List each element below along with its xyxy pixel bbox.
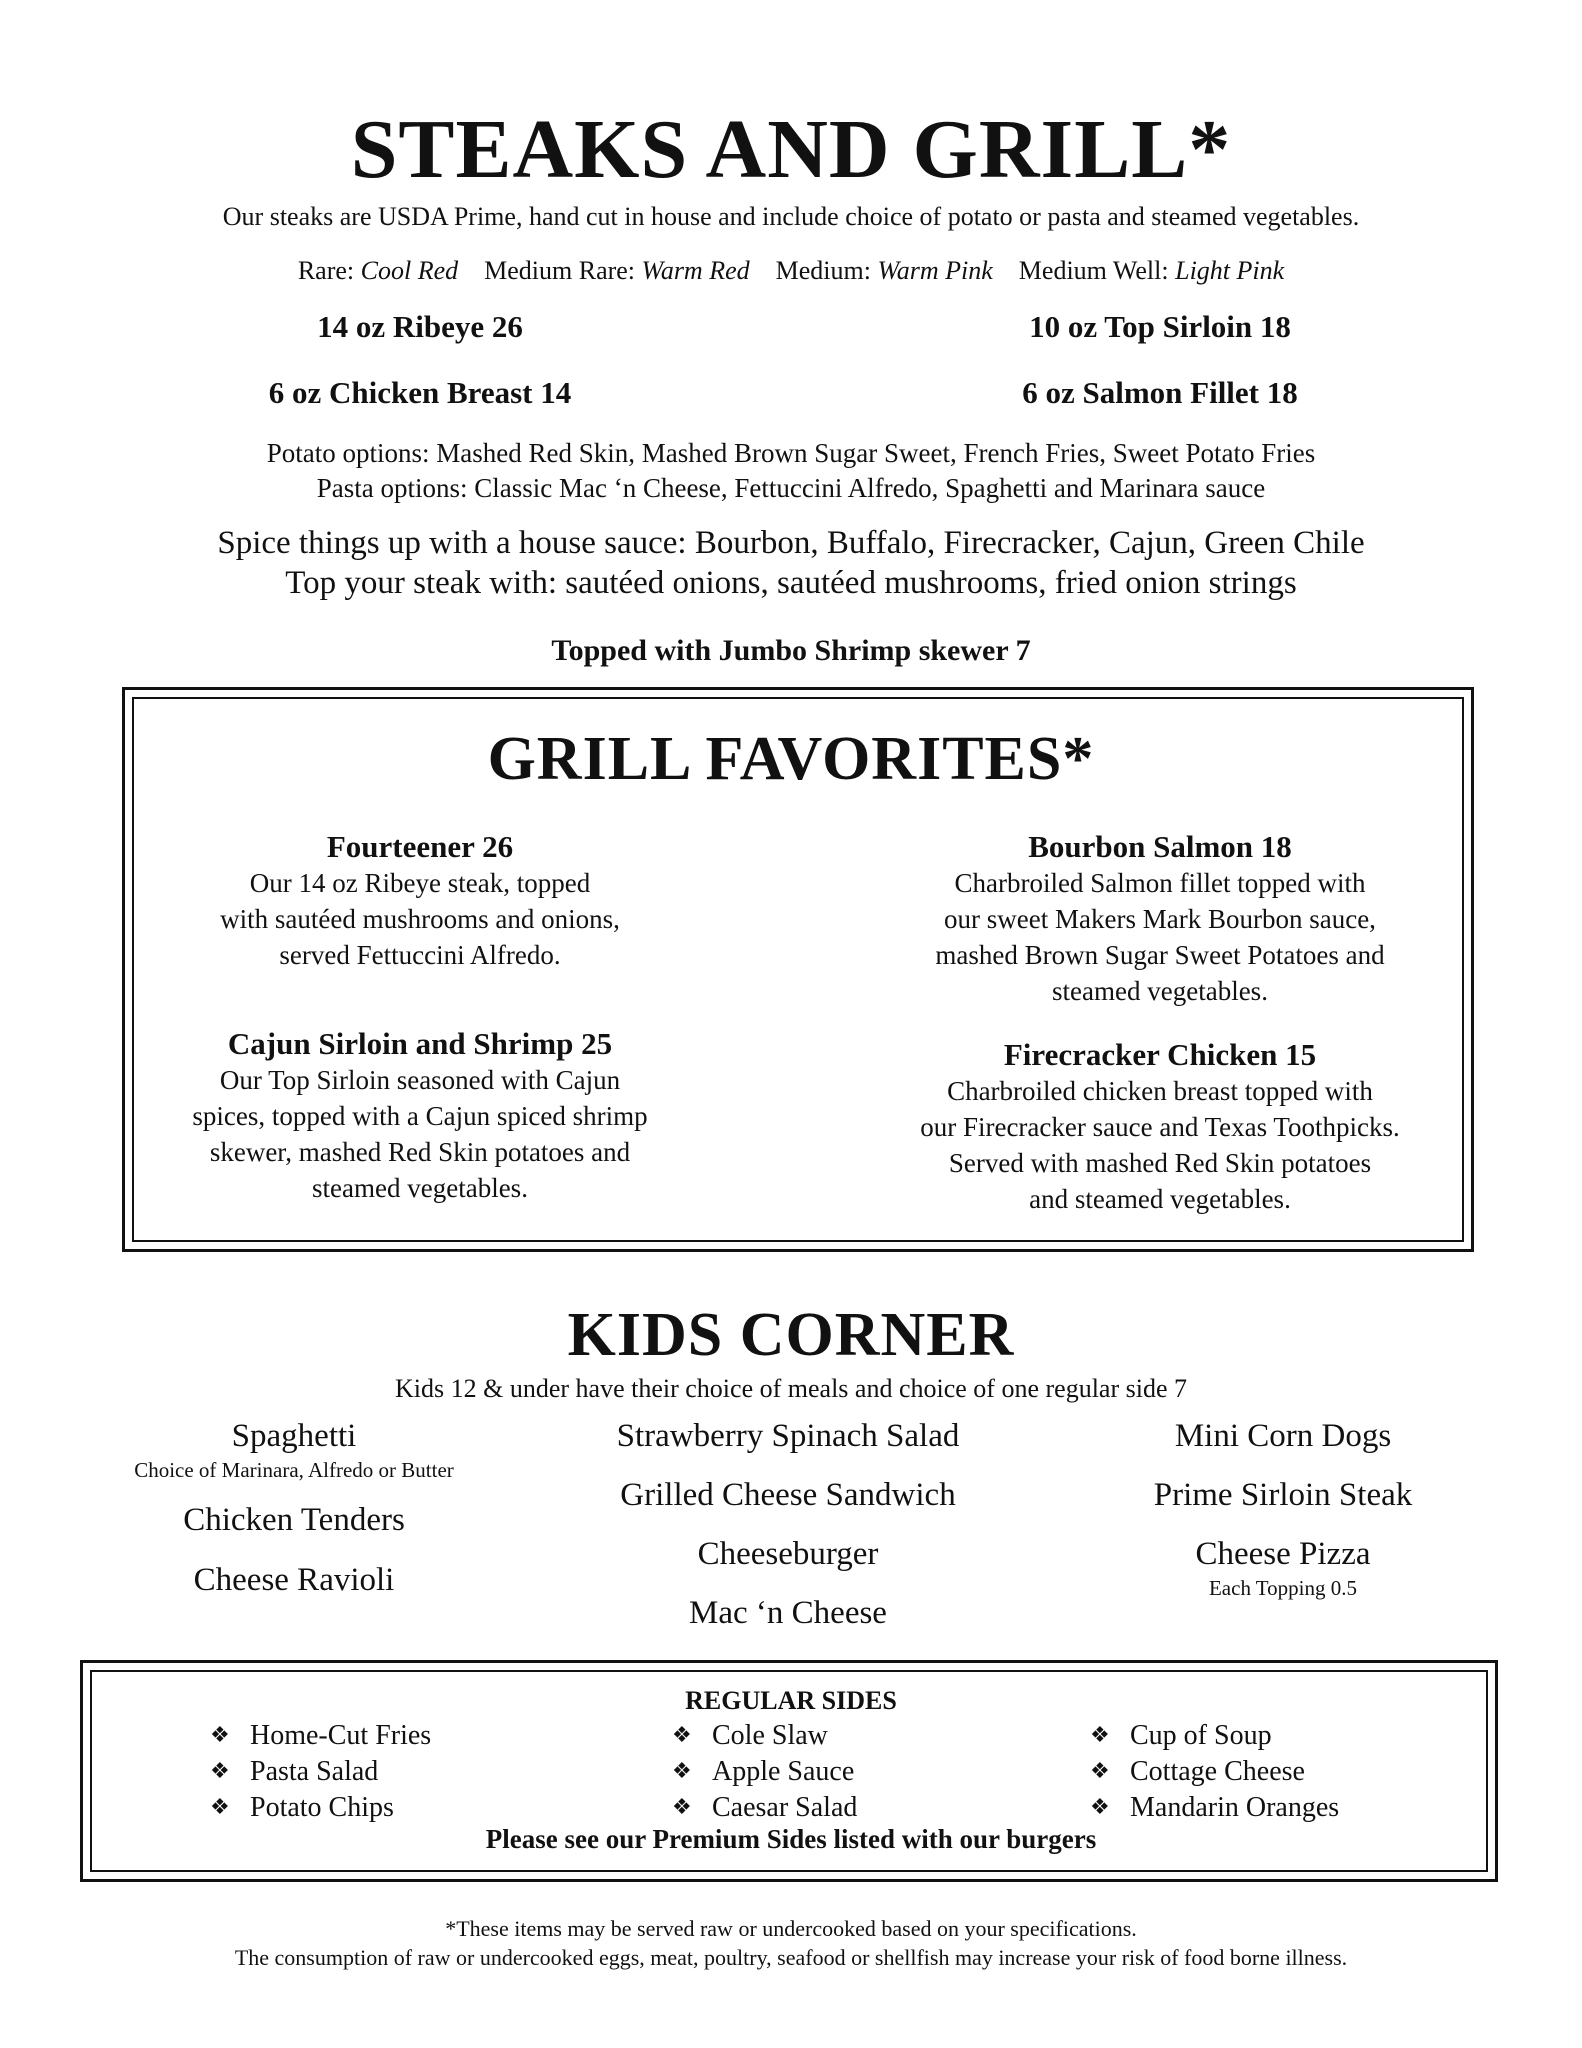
kids-item: Strawberry Spinach Salad — [616, 1418, 960, 1454]
diamond-bullet-icon: ❖ — [210, 1722, 230, 1747]
kids-intro: Kids 12 & under have their choice of meals and choice of one regular side 7 — [395, 1374, 1187, 1403]
doneness-rare-label: Rare: — [297, 256, 355, 285]
doneness-legend — [0, 254, 1582, 288]
kids-item: Prime Sirloin Steak — [1153, 1477, 1413, 1513]
kids-item: Chicken Tenders — [183, 1502, 405, 1538]
side-item: Cole Slaw — [712, 1720, 828, 1751]
kids-item-note: Choice of Marinara, Alfredo or Butter — [134, 1458, 454, 1482]
sauce-line: Spice things up with a house sauce: Bourbon, Buffalo, Firecracker, Cajun, Green Chile — [217, 525, 1365, 561]
doneness-medium-label: Medium: — [775, 256, 871, 285]
kids-item: Cheeseburger — [697, 1536, 879, 1572]
doneness-medium-rare-desc: Warm Red — [641, 256, 750, 285]
kids-item: Mini Corn Dogs — [1174, 1418, 1392, 1454]
kids-item: Cheese Ravioli — [193, 1562, 395, 1598]
disclaimer-line-2: The consumption of raw or undercooked eggs, meat, poultry, seafood or shellfish may increase your risk of food borne illness. — [234, 1945, 1348, 1970]
side-item: Cup of Soup — [1130, 1720, 1272, 1751]
diamond-bullet-icon: ❖ — [672, 1722, 692, 1747]
side-item: Cottage Cheese — [1130, 1756, 1305, 1787]
potato-options: Potato options: Mashed Red Skin, Mashed Brown Sugar Sweet, French Fries, Sweet Potato Fries — [266, 438, 1316, 468]
side-item: Caesar Salad — [712, 1792, 858, 1823]
side-item: Mandarin Oranges — [1130, 1792, 1340, 1823]
diamond-bullet-icon: ❖ — [672, 1794, 692, 1819]
side-item: Pasta Salad — [250, 1756, 379, 1787]
diamond-bullet-icon: ❖ — [210, 1758, 230, 1783]
kids-title: KIDS CORNER — [567, 1301, 1015, 1369]
steak-item: 6 oz Salmon Fillet 18 — [1022, 375, 1298, 410]
pasta-options: Pasta options: Classic Mac ‘n Cheese, Fettuccini Alfredo, Spaghetti and Marinara sauce — [316, 473, 1266, 503]
sides-column — [672, 1717, 857, 1825]
diamond-bullet-icon: ❖ — [672, 1758, 692, 1783]
favorite-item — [140, 828, 700, 973]
kids-item: Mac ‘n Cheese — [689, 1595, 887, 1631]
side-item: Potato Chips — [250, 1792, 394, 1823]
steaks-intro: Our steaks are USDA Prime, hand cut in house and include choice of potato or pasta and steamed vegetables. — [222, 202, 1360, 231]
doneness-rare-desc: Cool Red — [360, 256, 459, 285]
diamond-bullet-icon: ❖ — [1090, 1758, 1110, 1783]
favorite-item — [140, 1025, 700, 1206]
diamond-bullet-icon: ❖ — [210, 1794, 230, 1819]
sides-column — [1090, 1717, 1339, 1825]
favorite-desc: Charbroiled chicken breast topped with our Firecracker sauce and Texas Toothpicks. Served with mashed Red Skin potatoes and steamed vegetables. — [920, 1076, 1400, 1214]
steak-item: 10 oz Top Sirloin 18 — [1029, 309, 1291, 344]
favorite-name: Fourteener 26 — [326, 829, 514, 864]
sides-footer: Please see our Premium Sides listed with our burgers — [485, 1824, 1097, 1854]
doneness-medium-desc: Warm Pink — [877, 256, 993, 285]
doneness-medium-well-desc: Light Pink — [1175, 256, 1285, 285]
favorite-desc: Our Top Sirloin seasoned with Cajun spices, topped with a Cajun spiced shrimp skewer, mashed Red Skin potatoes and steamed vegetables. — [192, 1065, 648, 1203]
sides-column — [210, 1717, 431, 1825]
disclaimer-line-1: *These items may be served raw or undercooked based on your specifications. — [445, 1916, 1137, 1941]
kids-item-note: Each Topping 0.5 — [1208, 1576, 1358, 1600]
shrimp-line: Topped with Jumbo Shrimp skewer 7 — [551, 634, 1031, 667]
diamond-bullet-icon: ❖ — [1090, 1794, 1110, 1819]
favorite-item — [860, 1036, 1460, 1217]
kids-item: Spaghetti — [231, 1418, 357, 1454]
favorite-desc: Charbroiled Salmon fillet topped with our sweet Makers Mark Bourbon sauce, mashed Brown Sugar Sweet Potatoes and steamed vegetables. — [935, 868, 1385, 1006]
favorite-name: Bourbon Salmon 18 — [1028, 829, 1292, 864]
doneness-medium-rare-label: Medium Rare: — [484, 256, 636, 285]
sides-title: REGULAR SIDES — [685, 1686, 897, 1715]
kids-item: Grilled Cheese Sandwich — [620, 1477, 956, 1513]
kids-item: Cheese Pizza — [1195, 1536, 1371, 1572]
favorite-item — [860, 828, 1460, 1009]
side-item: Home-Cut Fries — [250, 1720, 432, 1751]
doneness-medium-well-label: Medium Well: — [1018, 256, 1169, 285]
steaks-title: STEAKS AND GRILL* — [350, 103, 1232, 196]
steak-item: 14 oz Ribeye 26 — [317, 309, 523, 344]
grill-favorites-title: GRILL FAVORITES* — [487, 725, 1095, 793]
favorite-name: Cajun Sirloin and Shrimp 25 — [227, 1026, 613, 1061]
steak-item: 6 oz Chicken Breast 14 — [268, 375, 572, 410]
side-item: Apple Sauce — [712, 1756, 855, 1787]
diamond-bullet-icon: ❖ — [1090, 1722, 1110, 1747]
favorite-desc: Our 14 oz Ribeye steak, topped with sautéed mushrooms and onions, served Fettuccini Alfredo. — [220, 868, 620, 970]
favorite-name: Firecracker Chicken 15 — [1003, 1037, 1317, 1072]
topping-line: Top your steak with: sautéed onions, sautéed mushrooms, fried onion strings — [285, 565, 1297, 601]
